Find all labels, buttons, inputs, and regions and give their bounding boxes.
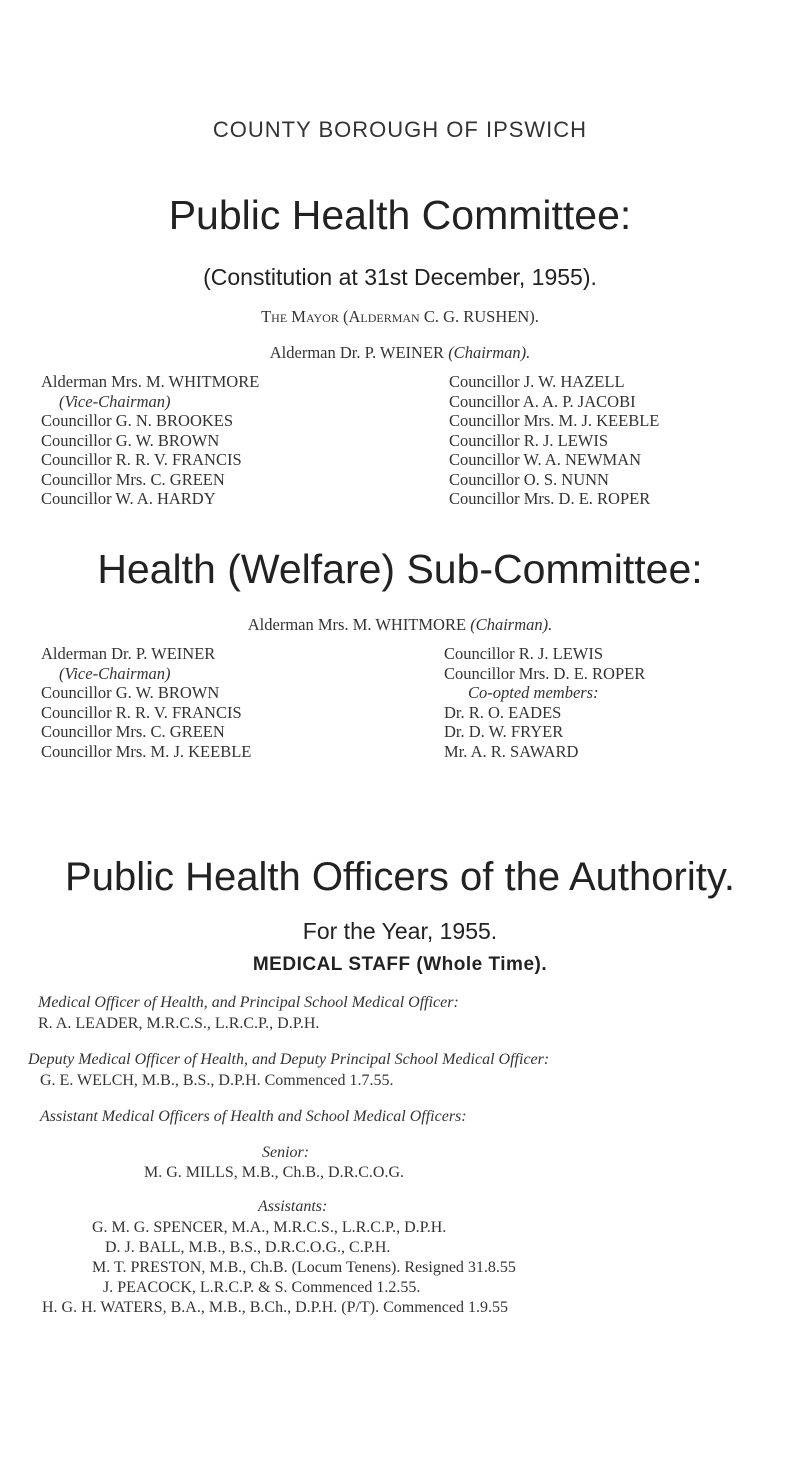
committee-subtitle: (Constitution at 31st December, 1955). [203,264,597,290]
member-line: (Vice-Chairman) [59,663,171,683]
member-line: Councillor R. R. V. FRANCIS [41,450,242,469]
deputy-title: Deputy Medical Officer of Health, and Deputy Principal School Medical Officer: [28,1051,550,1068]
senior-name: M. G. MILLS, M.B., Ch.B., D.R.C.O.G. [144,1164,405,1181]
member-line: Councillor R. J. LEWIS [444,644,604,663]
assistant-title: Assistant Medical Officers of Health and School Medical Officers: [40,1108,467,1125]
member-line: Councillor Mrs. C. GREEN [41,722,225,741]
officers-title: Public Health Officers of the Authority. [65,855,735,899]
assistant-line: J. PEACOCK, L.R.C.P. & S. Commenced 1.2.55. [103,1279,421,1296]
member-line: Dr. R. O. EADES [444,702,562,722]
assistant-line: M. T. PRESTON, M.B., Ch.B. (Locum Tenens). Resigned 31.8.55 [92,1259,516,1276]
committee-chair-name: Alderman Dr. P. WEINER [269,343,445,362]
assistant-line: H. G. H. WATERS, B.A., M.B., B.Ch., D.P.H. (P/T). Commenced 1.9.55 [42,1299,508,1316]
committee-left-members [41,372,259,509]
subcommittee-left-members [41,644,251,761]
subcommittee-chair [0,615,800,635]
member-line: Councillor Mrs. C. GREEN [41,469,225,489]
member-line: Councillor Mrs. M. J. KEEBLE [449,411,660,430]
member-line: Alderman Mrs. M. WHITMORE [41,372,260,391]
assistant-line: G. M. G. SPENCER, M.A., M.R.C.S., L.R.C.P., D.P.H. [92,1219,447,1236]
committee-title: Public Health Committee: [168,192,632,238]
committee-chair-role: (Chairman). [448,343,531,362]
assistant-line: D. J. BALL, M.B., B.S., D.R.C.O.G., C.P.H. [105,1239,391,1256]
member-line: Councillor A. A. P. JACOBI [449,391,636,411]
member-line: Councillor W. A. HARDY [41,489,216,508]
subcommittee-right-members [444,644,645,761]
member-line: (Vice-Chairman) [59,391,171,411]
staff-heading: MEDICAL STAFF (Whole Time). [252,954,548,975]
committee-right-members [449,372,659,509]
committee-chair [0,343,800,363]
moh-title: Medical Officer of Health, and Principal School Medical Officer: [38,994,459,1011]
assistants-label: Assistants: [258,1198,328,1215]
member-line: Councillor R. J. LEWIS [449,430,609,450]
member-line: Dr. D. W. FRYER [444,722,564,741]
member-line: Councillor G. W. BROWN [41,430,220,450]
member-line: Mr. A. R. SAWARD [444,741,579,761]
mayor-line: The Mayor (Alderman C. G. RUSHEN). [261,307,539,326]
officers-year: For the Year, 1955. [302,918,498,944]
member-line: Councillor J. W. HAZELL [449,372,625,391]
moh-name: R. A. LEADER, M.R.C.S., L.R.C.P., D.P.H. [38,1015,320,1032]
member-line: Councillor Mrs. D. E. ROPER [449,489,651,508]
deputy-name: G. E. WELCH, M.B., B.S., D.P.H. Commenced 1.7.55. [40,1072,394,1089]
member-line: Alderman Dr. P. WEINER [41,644,216,663]
borough-header: COUNTY BOROUGH OF IPSWICH [212,117,588,142]
coopted-label: Co-opted members: [468,683,599,702]
member-line: Councillor G. W. BROWN [41,683,220,702]
senior-label: Senior: [262,1144,310,1161]
subcommittee-chair-name: Alderman Mrs. M. WHITMORE [247,615,467,634]
member-line: Councillor O. S. NUNN [449,469,609,489]
member-line: Councillor R. R. V. FRANCIS [41,702,242,722]
member-line: Councillor G. N. BROOKES [41,411,234,430]
member-line: Councillor W. A. NEWMAN [449,450,642,469]
member-line: Councillor Mrs. M. J. KEEBLE [41,741,252,761]
subcommittee-chair-role: (Chairman). [470,615,553,634]
subcommittee-title: Health (Welfare) Sub-Committee: [97,546,703,592]
member-line: Councillor Mrs. D. E. ROPER [444,663,646,683]
